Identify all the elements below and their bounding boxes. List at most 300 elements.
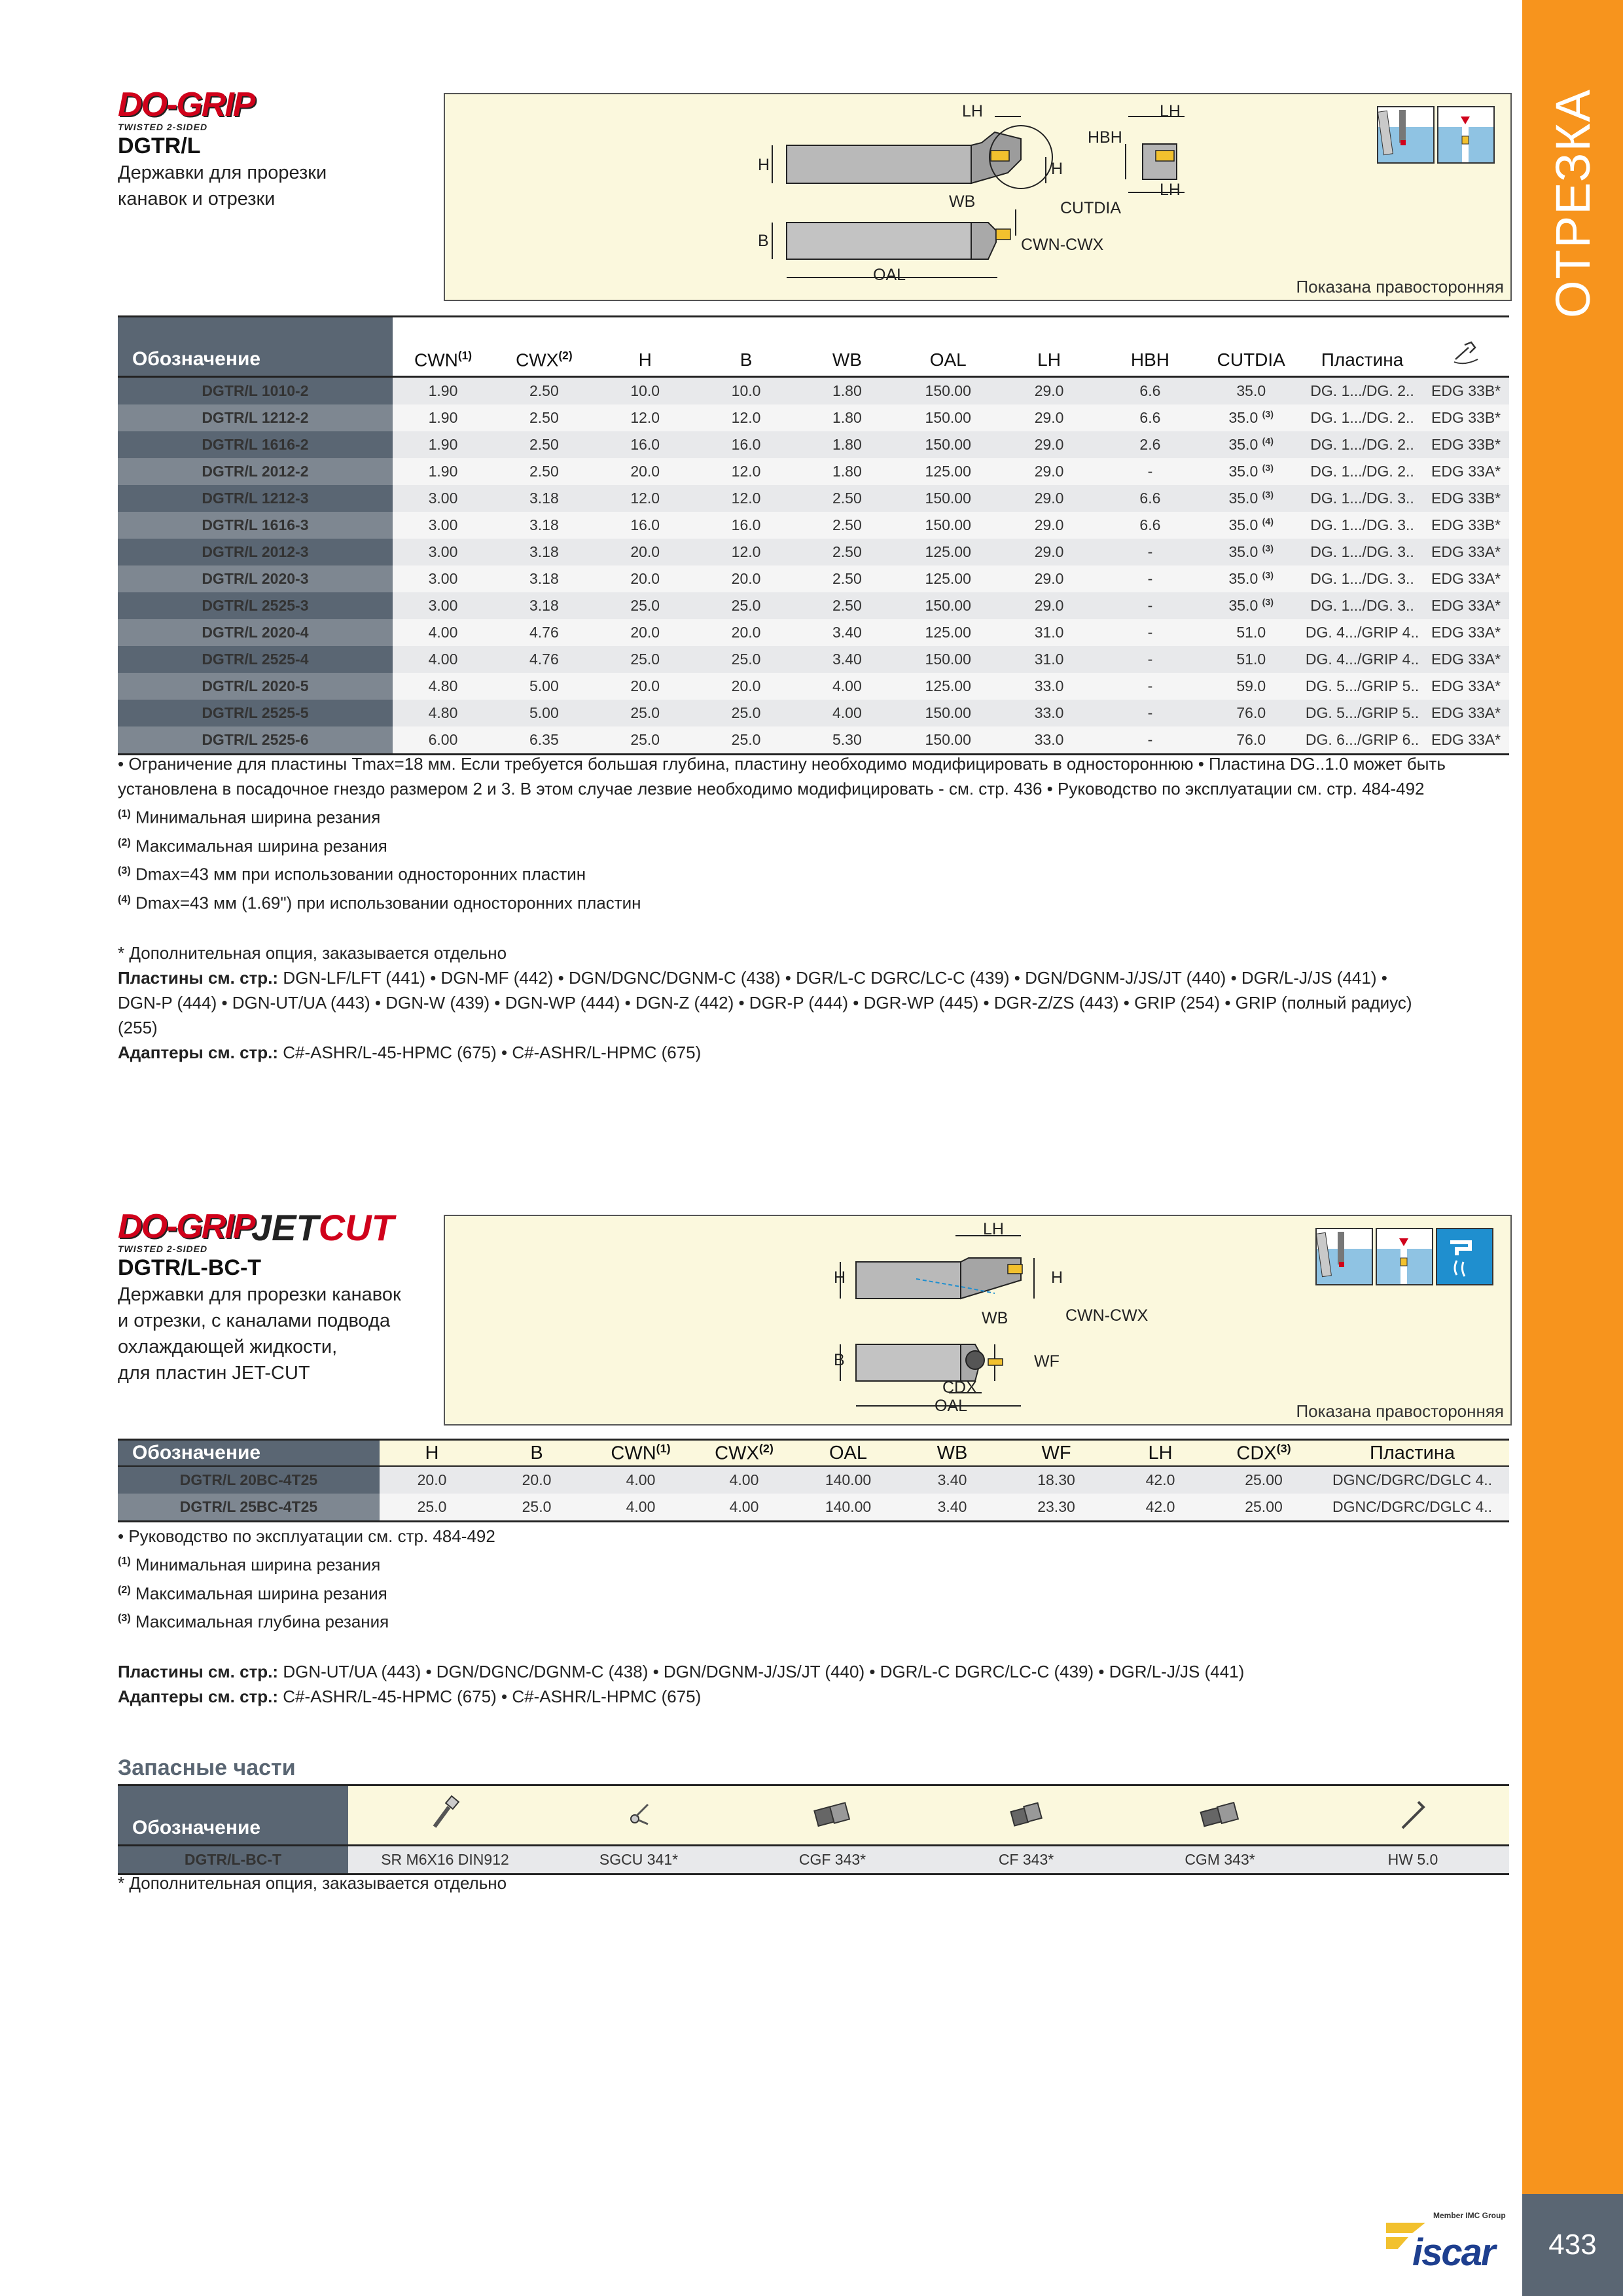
table-cell: 35.0 $^{(3)}$ <box>1201 565 1302 592</box>
section1-diagram-caption: Показана правосторонняя <box>1296 277 1504 296</box>
designation-cell: DGTR/L 2012-2 <box>118 458 393 485</box>
footnote-marker: (4) <box>1262 516 1274 528</box>
table-cell: 12.0 <box>595 404 696 431</box>
dim-label-wb: WB <box>949 192 976 211</box>
table-cell: 20.0 <box>696 565 796 592</box>
section2-description-line: и отрезки, с каналами подвода <box>118 1310 391 1331</box>
dim-label-h: H <box>834 1268 846 1287</box>
table-row <box>118 1846 1509 1874</box>
section2-notes <box>118 1524 1512 1709</box>
table-cell: 150.00 <box>898 377 999 405</box>
table-row <box>118 512 1509 539</box>
inserts-reference-line: DGN-P (444) • DGN-UT/UA (443) • DGN-W (439) • DGN-WP (444) • DGN-Z (442) • DGR-P (444) • DGR-WP (445) • DGR-Z/ZS (443) • GRIP (254) • GRIP (полный радиус) <box>118 992 1412 1013</box>
footnote-marker: (3) <box>1262 463 1274 474</box>
page-number: 433 <box>1522 2194 1623 2296</box>
column-header: WB <box>796 317 897 377</box>
table-row <box>118 726 1509 755</box>
table-cell: 6.6 <box>1099 377 1200 405</box>
table-cell: 35.0 $^{(3)}$ <box>1201 485 1302 512</box>
table-cell: 3.40 <box>796 646 897 673</box>
table-cell: 20.0 <box>696 619 796 646</box>
table-cell: 2.50 <box>493 431 594 458</box>
column-header: B <box>484 1440 589 1467</box>
column-header: WB <box>901 1440 1004 1467</box>
dim-label-h: H <box>758 156 770 174</box>
footnote-marker: (3) <box>1262 409 1274 420</box>
table-cell: 25.0 <box>696 726 796 755</box>
table-cell: DG. 1.../DG. 3.. <box>1302 565 1423 592</box>
footnote: $^{(2)}$ Максимальная ширина резания <box>118 1583 387 1604</box>
table-cell: - <box>1099 565 1200 592</box>
table-cell: 1.90 <box>393 377 493 405</box>
table-cell: 2.50 <box>796 539 897 565</box>
dogrip-logo-sub: TWISTED 2-SIDED <box>118 1244 208 1254</box>
table-cell: 20.0 <box>595 673 696 700</box>
table-row <box>118 565 1509 592</box>
table-cell: 150.00 <box>898 700 999 726</box>
table-row <box>118 539 1509 565</box>
dogrip-logo-sub: TWISTED 2-SIDED <box>118 122 208 132</box>
section1-tool-diagram <box>445 94 1510 300</box>
table-cell: DG. 4.../GRIP 4.. <box>1302 646 1423 673</box>
table-cell: DG. 4.../GRIP 4.. <box>1302 619 1423 646</box>
table-cell: 125.00 <box>898 619 999 646</box>
section1-description-line: Державки для прорезки <box>118 162 327 183</box>
table-cell: 125.00 <box>898 673 999 700</box>
table-cell: 35.0 $^{(3)}$ <box>1201 592 1302 619</box>
table-cell: 3.40 <box>901 1466 1004 1494</box>
table-row <box>118 1466 1509 1494</box>
table-cell: 31.0 <box>999 619 1099 646</box>
table-cell: DG. 6.../GRIP 6.. <box>1302 726 1423 755</box>
table-cell: DG. 5.../GRIP 5.. <box>1302 673 1423 700</box>
table-cell: - <box>1099 619 1200 646</box>
table-cell: 1.80 <box>796 404 897 431</box>
designation-cell: DGTR/L 2020-5 <box>118 673 393 700</box>
designation-cell: DGTR/L 1616-2 <box>118 431 393 458</box>
table-header-row <box>118 1785 1509 1846</box>
table-cell: 20.0 <box>484 1466 589 1494</box>
table-cell: - <box>1099 458 1200 485</box>
table-cell: 29.0 <box>999 565 1099 592</box>
dim-label-h: H <box>1051 160 1063 178</box>
table-cell: 35.0 $^{(3)}$ <box>1201 404 1302 431</box>
table-cell: 12.0 <box>696 458 796 485</box>
table-cell: 2.50 <box>493 458 594 485</box>
table-cell: 150.00 <box>898 431 999 458</box>
table-cell: 3.40 <box>901 1494 1004 1522</box>
footnote: $^{(2)}$ Максимальная ширина резания <box>118 836 387 856</box>
table-cell: 4.00 <box>796 673 897 700</box>
table-cell: 2.50 <box>796 592 897 619</box>
table-cell: 76.0 <box>1201 726 1302 755</box>
footnote-marker: (3) <box>1262 597 1274 608</box>
footnote: $^{(4)}$ Dmax=43 мм (1.69") при использовании односторонних пластин <box>118 893 641 913</box>
table-cell: 4.00 <box>589 1466 692 1494</box>
table-cell: - <box>1099 726 1200 755</box>
column-header: LH <box>1109 1440 1212 1467</box>
table-cell: 25.0 <box>380 1494 484 1522</box>
section2-title: DGTR/L-BC-T <box>118 1255 262 1280</box>
column-header-designation: Обозначение <box>118 1785 348 1846</box>
table-cell: 2.50 <box>796 485 897 512</box>
table-cell: 25.0 <box>484 1494 589 1522</box>
table-cell: 150.00 <box>898 485 999 512</box>
table-cell: CGM 343* <box>1123 1846 1317 1874</box>
designation-cell: DGTR/L 2020-3 <box>118 565 393 592</box>
designation-cell: DGTR/L 2525-5 <box>118 700 393 726</box>
column-header-designation: Обозначение <box>118 1440 380 1467</box>
table-cell: EDG 33A* <box>1423 646 1509 673</box>
adapters-reference: Адаптеры см. стр.: C#-ASHR/L-45-HPMC (675) • C#-ASHR/L-HPMC (675) <box>118 1686 702 1706</box>
table-cell: 3.00 <box>393 539 493 565</box>
table-cell: EDG 33B* <box>1423 431 1509 458</box>
dim-label-h: H <box>1051 1268 1063 1287</box>
column-header: CDX$^{(3)}$ <box>1212 1440 1315 1467</box>
table-cell: 25.0 <box>595 646 696 673</box>
footnote: $^{(3)}$ Dmax=43 мм при использовании односторонних пластин <box>118 864 586 884</box>
table-cell: - <box>1099 646 1200 673</box>
fitting-icon <box>1123 1785 1317 1846</box>
table-cell: 2.50 <box>796 512 897 539</box>
table-row <box>118 619 1509 646</box>
dim-label-oal: OAL <box>935 1397 968 1415</box>
table-cell: 140.00 <box>796 1494 901 1522</box>
section1-description-line: канавок и отрезки <box>118 188 276 209</box>
adapters-reference: Адаптеры см. стр.: C#-ASHR/L-45-HPMC (675) • C#-ASHR/L-HPMC (675) <box>118 1042 702 1062</box>
table-cell: 6.00 <box>393 726 493 755</box>
table-cell: 25.0 <box>696 592 796 619</box>
table-cell: 1.90 <box>393 431 493 458</box>
table-row <box>118 458 1509 485</box>
section2-description-line: для пластин JET-CUT <box>118 1363 310 1384</box>
dim-label-lh: LH <box>1160 102 1181 120</box>
hex-key-icon <box>1317 1785 1509 1846</box>
table-cell: 16.0 <box>696 512 796 539</box>
table-cell: 4.00 <box>589 1494 692 1522</box>
key-screw-icon <box>542 1785 736 1846</box>
dim-label-oal: OAL <box>873 266 906 284</box>
table-cell: HW 5.0 <box>1317 1846 1509 1874</box>
inserts-reference-line: (255) <box>118 1017 158 1037</box>
table-cell: DGNC/DGRC/DGLC 4.. <box>1315 1494 1509 1522</box>
designation-cell: DGTR/L 1616-3 <box>118 512 393 539</box>
column-header: WF <box>1004 1440 1109 1467</box>
table-cell: EDG 33A* <box>1423 726 1509 755</box>
table-cell: 4.00 <box>796 700 897 726</box>
dogrip-logo <box>118 1210 254 1254</box>
table-cell: 4.80 <box>393 673 493 700</box>
table-cell: 25.0 <box>595 700 696 726</box>
table-cell: EDG 33A* <box>1423 700 1509 726</box>
table-cell: 16.0 <box>595 512 696 539</box>
table-cell: 29.0 <box>999 512 1099 539</box>
dim-label-lh: LH <box>962 102 983 120</box>
table-cell: EDG 33A* <box>1423 565 1509 592</box>
column-header: Пластина <box>1302 317 1423 377</box>
dim-label-cwn-cwx: CWN-CWX <box>1021 236 1104 254</box>
table-cell: 140.00 <box>796 1466 901 1494</box>
table-cell: 3.00 <box>393 592 493 619</box>
section2-table <box>118 1439 1509 1522</box>
table-cell: 29.0 <box>999 404 1099 431</box>
table-cell: EDG 33B* <box>1423 512 1509 539</box>
table-header-row <box>118 1440 1509 1467</box>
table-cell: EDG 33B* <box>1423 404 1509 431</box>
table-row <box>118 404 1509 431</box>
inserts-reference: Пластины см. стр.: DGN-LF/LFT (441) • DGN-MF (442) • DGN/DGNC/DGNM-C (438) • DGR/L-C DGRC/LC-C (439) • DGN/DGNM-J/JS/JT (440) • DGR/L-J/JS (441) • <box>118 967 1387 988</box>
table-cell: 29.0 <box>999 592 1099 619</box>
table-cell: 125.00 <box>898 458 999 485</box>
table-cell: DG. 1.../DG. 3.. <box>1302 592 1423 619</box>
brand-logo <box>1386 2211 1517 2274</box>
table-cell: DG. 1.../DG. 2.. <box>1302 458 1423 485</box>
table-cell: 25.0 <box>595 726 696 755</box>
table-cell: 12.0 <box>595 485 696 512</box>
table-cell: 35.0 $^{(4)}$ <box>1201 431 1302 458</box>
table-cell: - <box>1099 539 1200 565</box>
table-cell: 3.18 <box>493 485 594 512</box>
table-cell: 2.50 <box>493 377 594 405</box>
table-cell: EDG 33B* <box>1423 377 1509 405</box>
table-cell: 6.6 <box>1099 485 1200 512</box>
table-cell: 3.18 <box>493 565 594 592</box>
table-cell: CGF 343* <box>736 1846 929 1874</box>
table-cell: 20.0 <box>595 458 696 485</box>
table-cell: 3.40 <box>796 619 897 646</box>
inserts-reference: Пластины см. стр.: DGN-UT/UA (443) • DGN/DGNC/DGNM-C (438) • DGN/DGNM-J/JS/JT (440) • DGR/L-C DGRC/LC-C (439) • DGR/L-J/JS (441) <box>118 1661 1245 1681</box>
column-header: CWX$^{(2)}$ <box>692 1440 796 1467</box>
fitting-icon <box>929 1785 1123 1846</box>
table-row <box>118 1494 1509 1522</box>
footnote: $^{(3)}$ Максимальная глубина резания <box>118 1611 389 1632</box>
column-header: OAL <box>796 1440 901 1467</box>
table-cell: 6.6 <box>1099 404 1200 431</box>
table-cell: DG. 1.../DG. 3.. <box>1302 485 1423 512</box>
dim-label-cwn-cwx: CWN-CWX <box>1065 1306 1149 1325</box>
designation-cell: DGTR/L 2012-3 <box>118 539 393 565</box>
column-header: B <box>696 317 796 377</box>
table-cell: 29.0 <box>999 458 1099 485</box>
table-cell: 4.00 <box>692 1494 796 1522</box>
table-cell: 150.00 <box>898 726 999 755</box>
table-cell: 25.0 <box>696 700 796 726</box>
table-cell: 33.0 <box>999 700 1099 726</box>
table-cell: 16.0 <box>696 431 796 458</box>
note-line: • Ограничение для пластины Tmax=18 мм. Если требуется большая глубина, пластину необходимо модифицировать в одностороннюю • Пластина DG..1.0 может быть <box>118 754 1446 774</box>
table-cell: 6.35 <box>493 726 594 755</box>
table-cell: 1.90 <box>393 458 493 485</box>
table-cell: 3.00 <box>393 485 493 512</box>
section2-description-line: охлаждающей жидкости, <box>118 1336 338 1357</box>
jetcut-logo: JETCUT <box>251 1207 394 1248</box>
column-header: CWN$^{(1)}$ <box>393 317 493 377</box>
table-cell: EDG 33B* <box>1423 485 1509 512</box>
table-cell: 4.00 <box>393 646 493 673</box>
column-header: H <box>380 1440 484 1467</box>
table-cell: - <box>1099 700 1200 726</box>
table-cell: DGNC/DGRC/DGLC 4.. <box>1315 1466 1509 1494</box>
table-row <box>118 646 1509 673</box>
table-cell: 23.30 <box>1004 1494 1109 1522</box>
table-cell: EDG 33A* <box>1423 619 1509 646</box>
dogrip-logo-text: DO-GRIP <box>118 1208 255 1246</box>
table-cell: 35.0 $^{(4)}$ <box>1201 512 1302 539</box>
table-cell: 3.18 <box>493 592 594 619</box>
parting-icon <box>1437 106 1495 164</box>
table-cell: SR M6X16 DIN912 <box>348 1846 542 1874</box>
column-header: OAL <box>898 317 999 377</box>
spare-parts-optional-note: * Дополнительная опция, заказывается отдельно <box>118 1873 507 1893</box>
dim-label-wf: WF <box>1034 1352 1060 1371</box>
section2-diagram-caption: Показана правосторонняя <box>1296 1401 1504 1421</box>
section1-table <box>118 315 1509 755</box>
designation-cell: DGTR/L 1010-2 <box>118 377 393 405</box>
footnote-marker: (4) <box>1262 436 1274 447</box>
dim-label-wb: WB <box>982 1309 1008 1327</box>
parting-icon <box>1376 1228 1433 1285</box>
table-cell: DG. 5.../GRIP 5.. <box>1302 700 1423 726</box>
table-cell: 150.00 <box>898 646 999 673</box>
column-header: CWN$^{(1)}$ <box>589 1440 692 1467</box>
dim-label-hbh: HBH <box>1088 128 1122 147</box>
column-header: HBH <box>1099 317 1200 377</box>
table-cell: 33.0 <box>999 673 1099 700</box>
table-cell: 29.0 <box>999 539 1099 565</box>
table-row <box>118 673 1509 700</box>
brand-name: iscar <box>1412 2231 1495 2274</box>
designation-cell: DGTR/L 1212-2 <box>118 404 393 431</box>
table-cell: 35.0 <box>1201 377 1302 405</box>
table-cell: 31.0 <box>999 646 1099 673</box>
table-cell: 150.00 <box>898 512 999 539</box>
table-cell: 10.0 <box>595 377 696 405</box>
designation-cell: DGTR/L 2020-4 <box>118 619 393 646</box>
table-cell: 125.00 <box>898 565 999 592</box>
dogrip-logo-text: DO-GRIP <box>118 86 255 124</box>
dim-label-b: B <box>758 232 769 250</box>
designation-cell: DGTR/L 25BC-4T25 <box>118 1494 380 1522</box>
table-cell: 18.30 <box>1004 1466 1109 1494</box>
table-cell: 16.0 <box>595 431 696 458</box>
table-cell: 25.0 <box>696 646 796 673</box>
optional-note: * Дополнительная опция, заказывается отдельно <box>118 942 507 963</box>
table-cell: 20.0 <box>696 673 796 700</box>
table-cell: CF 343* <box>929 1846 1123 1874</box>
table-cell: 10.0 <box>696 377 796 405</box>
table-cell: EDG 33A* <box>1423 592 1509 619</box>
table-cell: 51.0 <box>1201 619 1302 646</box>
table-cell: DG. 1.../DG. 2.. <box>1302 404 1423 431</box>
table-cell: SGCU 341* <box>542 1846 736 1874</box>
coolant-icon <box>1436 1228 1493 1285</box>
note-line: установлена в посадочное гнездо размером 2 и 3. В этом случае лезвие необходимо модифицировать - см. стр. 436 • Руководство по эксплуатации см. стр. 484-492 <box>118 779 1425 798</box>
designation-cell: DGTR/L 2525-4 <box>118 646 393 673</box>
table-cell: EDG 33A* <box>1423 673 1509 700</box>
table-cell: DG. 1.../DG. 2.. <box>1302 431 1423 458</box>
column-header-designation: Обозначение <box>118 317 393 377</box>
table-cell: 12.0 <box>696 539 796 565</box>
spare-parts-title: Запасные части <box>118 1755 296 1780</box>
footnote: $^{(1)}$ Минимальная ширина резания <box>118 807 381 827</box>
table-cell: 29.0 <box>999 431 1099 458</box>
table-row <box>118 431 1509 458</box>
table-cell: 3.18 <box>493 512 594 539</box>
section1-notes <box>118 751 1512 1065</box>
footnote-marker: (3) <box>1262 490 1274 501</box>
spare-parts-table <box>118 1784 1509 1875</box>
table-cell: 1.80 <box>796 458 897 485</box>
section2-description <box>118 1282 401 1386</box>
section2-diagram-panel <box>444 1215 1512 1426</box>
table-cell: 35.0 $^{(3)}$ <box>1201 539 1302 565</box>
table-cell: DG. 1.../DG. 3.. <box>1302 539 1423 565</box>
table-cell: 5.00 <box>493 700 594 726</box>
table-cell: 25.0 <box>595 592 696 619</box>
table-cell: 42.0 <box>1109 1466 1212 1494</box>
table-cell: 20.0 <box>380 1466 484 1494</box>
table-cell: 4.00 <box>393 619 493 646</box>
side-tab <box>1522 0 1623 406</box>
column-header: LH <box>999 317 1099 377</box>
table-cell: EDG 33A* <box>1423 458 1509 485</box>
section1-diagram-panel <box>444 93 1512 301</box>
dogrip-logo <box>118 88 254 132</box>
dim-label-lh: LH <box>1160 181 1181 199</box>
table-cell: 20.0 <box>595 539 696 565</box>
table-cell: 5.00 <box>493 673 594 700</box>
section2-description-line: Державки для прорезки канавок <box>118 1284 401 1305</box>
section1-title: DGTR/L <box>118 134 201 158</box>
table-cell: 150.00 <box>898 592 999 619</box>
designation-cell: DGTR/L 2525-3 <box>118 592 393 619</box>
dim-label-b: B <box>834 1351 845 1369</box>
table-cell: - <box>1099 592 1200 619</box>
table-cell: 20.0 <box>595 619 696 646</box>
note-line: • Руководство по эксплуатации см. стр. 484-492 <box>118 1526 495 1546</box>
footnote: $^{(1)}$ Минимальная ширина резания <box>118 1554 381 1575</box>
column-header: Пластина <box>1315 1440 1509 1467</box>
footnote-marker: (3) <box>1262 543 1274 554</box>
table-cell: 12.0 <box>696 485 796 512</box>
designation-cell: DGTR/L 1212-3 <box>118 485 393 512</box>
table-cell: 33.0 <box>999 726 1099 755</box>
table-cell: 3.00 <box>393 512 493 539</box>
table-cell: 4.76 <box>493 619 594 646</box>
table-cell: 2.6 <box>1099 431 1200 458</box>
table-cell: 3.00 <box>393 565 493 592</box>
table-cell: 1.80 <box>796 377 897 405</box>
table-cell: DG. 1.../DG. 3.. <box>1302 512 1423 539</box>
dim-label-cdx: CDX <box>942 1378 977 1397</box>
table-cell: 51.0 <box>1201 646 1302 673</box>
table-cell: 42.0 <box>1109 1494 1212 1522</box>
table-cell: DG. 1.../DG. 2.. <box>1302 377 1423 405</box>
dim-label-lh: LH <box>983 1220 1004 1238</box>
fitting-icon <box>736 1785 929 1846</box>
table-cell: 1.90 <box>393 404 493 431</box>
table-cell: 2.50 <box>493 404 594 431</box>
table-cell: 29.0 <box>999 485 1099 512</box>
column-header: CUTDIA <box>1201 317 1302 377</box>
table-cell: 6.6 <box>1099 512 1200 539</box>
footnote-marker: (3) <box>1262 570 1274 581</box>
column-header: H <box>595 317 696 377</box>
table-cell: 125.00 <box>898 539 999 565</box>
table-cell: 25.00 <box>1212 1466 1315 1494</box>
table-cell: - <box>1099 673 1200 700</box>
table-cell: 4.76 <box>493 646 594 673</box>
